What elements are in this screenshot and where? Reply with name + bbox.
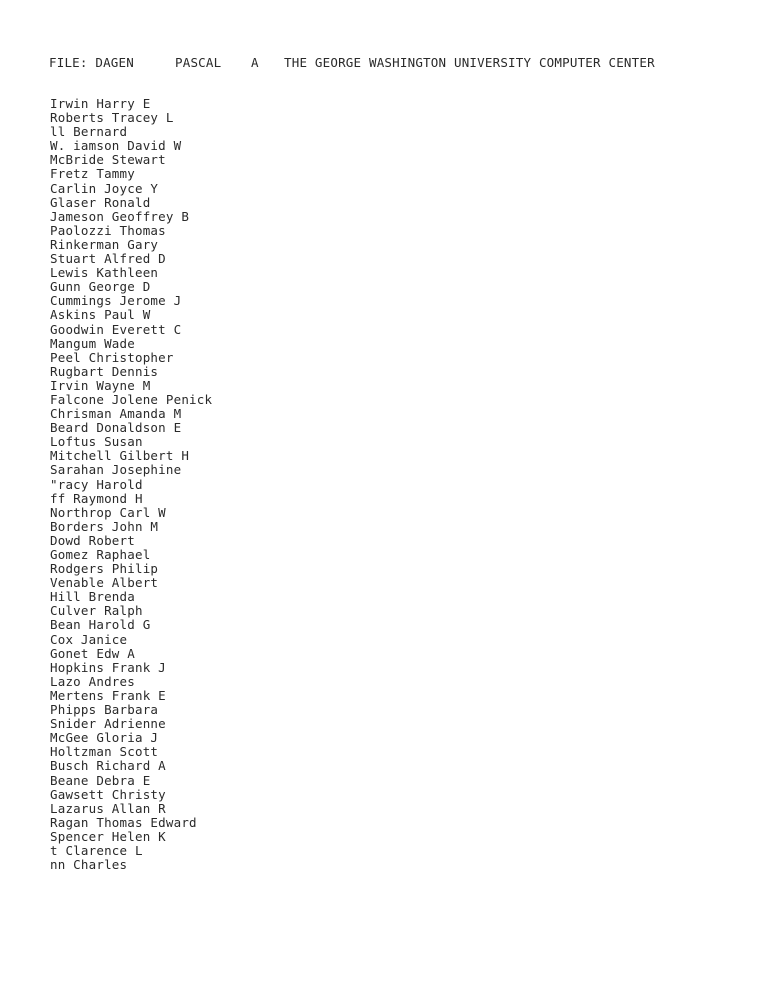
list-item: McBride Stewart — [50, 152, 166, 168]
header-file: FILE: DAGEN — [49, 55, 134, 70]
list-item: Glaser Ronald — [50, 194, 151, 210]
list-item: Fretz Tammy — [50, 166, 135, 182]
header-version: A — [251, 55, 259, 70]
list-item: Lazarus Allan R — [50, 800, 166, 816]
list-item: Askins Paul W — [50, 307, 151, 323]
list-item: nn Charles — [50, 857, 128, 873]
list-item: Gunn George D — [50, 279, 151, 295]
list-item: Lazo Andres — [50, 673, 135, 689]
list-item: Hopkins Frank J — [50, 659, 166, 675]
list-item: Mertens Frank E — [50, 687, 166, 703]
list-item: Goodwin Everett C — [50, 321, 182, 337]
list-item: Snider Adrienne — [50, 716, 166, 732]
list-item: Hill Brenda — [50, 589, 135, 605]
list-item: McGee Gloria J — [50, 730, 159, 746]
list-item: Cummings Jerome J — [50, 293, 182, 309]
list-item: Mitchell Gilbert H — [50, 448, 190, 464]
list-item: Beard Donaldson E — [50, 420, 182, 436]
list-item: Spencer Helen K — [50, 828, 166, 844]
list-item: Busch Richard A — [50, 758, 166, 774]
list-item: Roberts Tracey L — [50, 110, 174, 126]
list-item: ff Raymond H — [50, 490, 143, 506]
list-item: Dowd Robert — [50, 532, 135, 548]
list-item: ll Bernard — [50, 124, 128, 140]
list-item: Phipps Barbara — [50, 702, 159, 718]
list-item: Chrisman Amanda M — [50, 406, 182, 422]
list-item: Bean Harold G — [50, 617, 151, 633]
list-item: Lewis Kathleen — [50, 265, 159, 281]
list-item: t Clarence L — [50, 842, 143, 858]
names-list — [50, 97, 212, 872]
list-item: Rodgers Philip — [50, 561, 159, 577]
list-item: Gomez Raphael — [50, 547, 151, 562]
list-item: Peel Christopher — [50, 349, 174, 365]
list-item: Culver Ralph — [50, 603, 143, 619]
page-header — [49, 54, 739, 72]
header-language: PASCAL — [175, 55, 222, 70]
list-item: Irwin Harry E — [50, 96, 151, 111]
list-item: Irvin Wayne M — [50, 377, 151, 393]
list-item: Borders John M — [50, 518, 159, 534]
list-item: W. iamson David W — [50, 138, 182, 154]
list-item: Holtzman Scott — [50, 744, 159, 760]
list-item: Venable Albert — [50, 575, 159, 591]
list-item: Northrop Carl W — [50, 504, 166, 520]
list-item: Jameson Geoffrey B — [50, 208, 190, 224]
list-item: Rugbart Dennis — [50, 363, 159, 379]
list-item: Rinkerman Gary — [50, 236, 159, 252]
list-item: Gawsett Christy — [50, 786, 166, 802]
list-item: Cox Janice — [50, 631, 128, 647]
list-item: Ragan Thomas Edward — [50, 814, 197, 830]
list-item: Stuart Alfred D — [50, 251, 166, 267]
list-item: Carlin Joyce Y — [50, 180, 159, 196]
list-item: Sarahan Josephine — [50, 462, 182, 478]
list-item: Gonet Edw A — [50, 645, 135, 661]
header-organization: THE GEORGE WASHINGTON UNIVERSITY COMPUTER CENTER — [284, 55, 655, 70]
list-item: "racy Harold — [50, 476, 143, 492]
list-item: Loftus Susan — [50, 434, 143, 450]
list-item: Falcone Jolene Penick — [50, 391, 213, 407]
list-item: Beane Debra E — [50, 772, 151, 788]
list-item: Paolozzi Thomas — [50, 222, 166, 238]
list-item: Mangum Wade — [50, 335, 135, 351]
